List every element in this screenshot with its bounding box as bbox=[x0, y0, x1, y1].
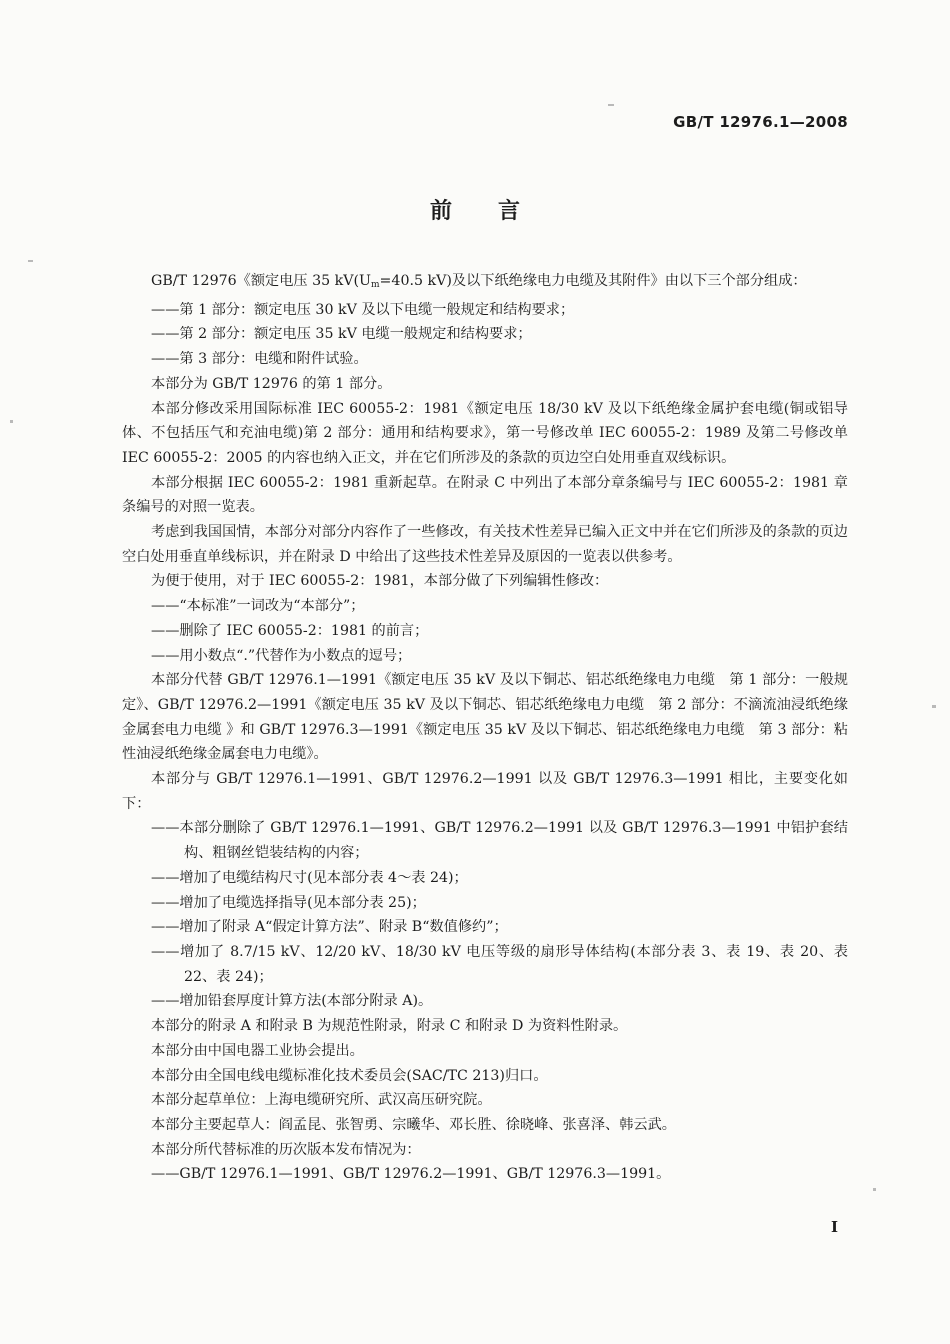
paragraph: 本部分由全国电线电缆标准化技术委员会(SAC/TC 213)归口。 bbox=[151, 1067, 548, 1084]
paragraph-text: GB/T 12976《额定电压 35 kV(U bbox=[151, 273, 371, 289]
list-item: ——增加了 8.7/15 kV、12/20 kV、18/30 kV 电压等级的扇形导体结构(本部分表 3、表 19、表 20、表 22、表 24)； bbox=[151, 943, 848, 985]
paragraph: 本部分由中国电器工业协会提出。 bbox=[151, 1042, 364, 1059]
scan-speck bbox=[932, 705, 936, 708]
scan-speck bbox=[608, 104, 614, 106]
list-item: ——第 2 部分：额定电压 35 kV 电缆一般规定和结构要求； bbox=[151, 326, 532, 343]
scan-speck bbox=[10, 420, 13, 423]
paragraph: 本部分的附录 A 和附录 B 为规范性附录，附录 C 和附录 D 为资料性附录。 bbox=[151, 1018, 628, 1035]
list-item: ——增加了附录 A“假定计算方法”、附录 B“数值修约”； bbox=[151, 919, 508, 936]
list-item: ——第 1 部分：额定电压 30 kV 及以下电缆一般规定和结构要求； bbox=[151, 301, 575, 318]
paragraph: 为便于使用，对于 IEC 60055-2：1981，本部分做了下列编辑性修改： bbox=[151, 573, 609, 590]
paragraph: 本部分修改采用国际标准 IEC 60055-2：1981《额定电压 18/30 kV 及以下纸绝缘金属护套电缆(铜或铝导体、不包括压气和充油电缆)第 2 部分：通用和结构要求》，第一号修改单 IEC 60055-2：1989 及第二号修改单 IEC 60055-2：2005 的内容也纳入正文，并在它们所涉及的条款的页边空白处用垂直双线标识。 bbox=[122, 400, 848, 466]
paragraph bbox=[122, 269, 848, 298]
list-item: ——第 3 部分：电缆和附件试验。 bbox=[151, 351, 368, 368]
paragraph: 本部分代替 GB/T 12976.1—1991《额定电压 35 kV 及以下铜芯、铝芯纸绝缘电力电缆 第 1 部分：一般规定》、GB/T 12976.2—1991《额定电压 35 kV 及以下铜芯、铝芯纸绝缘电力电缆 第 2 部分：不滴流油浸纸绝缘金属套电力电缆 》和 GB/T 12976.3—1991《额定电压 35 kV 及以下铜芯、铝芯纸绝缘电力电缆 第 3 部分：粘性油浸纸绝缘金属套电力电缆》。 bbox=[122, 672, 848, 763]
preface-body bbox=[122, 269, 848, 1187]
paragraph: 本部分根据 IEC 60055-2：1981 重新起草。在附录 C 中列出了本部分章条编号与 IEC 60055-2：1981 章条编号的对照一览表。 bbox=[122, 474, 848, 516]
list-item: ——增加了电缆选择指导(见本部分表 25)； bbox=[151, 894, 426, 911]
paragraph: 本部分为 GB/T 12976 的第 1 部分。 bbox=[151, 375, 392, 392]
paragraph: 本部分所代替标准的历次版本发布情况为： bbox=[151, 1141, 421, 1158]
list-item: ——增加了电缆结构尺寸(见本部分表 4～表 24)； bbox=[151, 869, 468, 886]
list-item: ——GB/T 12976.1—1991、GB/T 12976.2—1991、GB/T 12976.3—1991。 bbox=[151, 1166, 671, 1183]
paragraph: 本部分与 GB/T 12976.1—1991、GB/T 12976.2—1991 以及 GB/T 12976.3—1991 相比，主要变化如下： bbox=[122, 771, 848, 812]
subscript: m bbox=[371, 280, 380, 290]
list-item: ——删除了 IEC 60055-2：1981 的前言； bbox=[151, 622, 429, 639]
scan-speck bbox=[873, 1188, 876, 1191]
paragraph-text: =40.5 kV)及以下纸绝缘电力电缆及其附件》由以下三个部分组成： bbox=[379, 273, 807, 289]
paragraph: 本部分主要起草人：阎孟昆、张智勇、宗曦华、邓长胜、徐晓峰、张喜泽、韩云武。 bbox=[151, 1116, 676, 1133]
paragraph: 考虑到我国国情，本部分对部分内容作了一些修改，有关技术性差异已编入正文中并在它们所涉及的条款的页边空白处用垂直单线标识，并在附录 D 中给出了这些技术性差异及原因的一览表以供参考。 bbox=[122, 524, 848, 565]
standard-number: GB/T 12976.1—2008 bbox=[673, 113, 848, 131]
list-item: ——增加铅套厚度计算方法(本部分附录 A)。 bbox=[151, 993, 433, 1010]
paragraph: 本部分起草单位：上海电缆研究所、武汉高压研究院。 bbox=[151, 1092, 492, 1109]
list-item: ——用小数点“.”代替作为小数点的逗号； bbox=[151, 647, 412, 664]
page-title: 前言 bbox=[429, 199, 566, 224]
scan-speck bbox=[28, 260, 33, 262]
page-number: I bbox=[830, 1218, 838, 1236]
list-item: ——本部分删除了 GB/T 12976.1—1991、GB/T 12976.2—1991 以及 GB/T 12976.3—1991 中铝护套结构、粗钢丝铠装结构的内容； bbox=[151, 820, 848, 862]
list-item: ——“本标准”一词改为“本部分”； bbox=[151, 598, 365, 615]
